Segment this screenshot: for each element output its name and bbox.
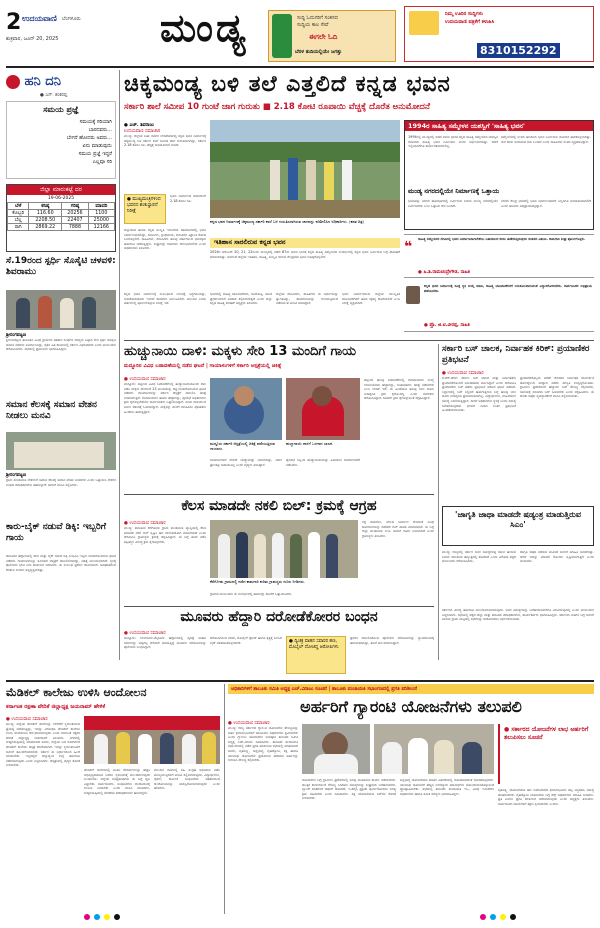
left-story2-photo	[6, 432, 116, 470]
masthead-rule	[6, 66, 594, 68]
ad-badge-icon	[409, 11, 439, 35]
main-headline: ಚಿಕ್ಕಮಂಡ್ಯ ಬಳಿ ತಲೆ ಎತ್ತಲಿದೆ ಕನ್ನಡ ಭವನ	[124, 72, 451, 97]
market-date: 19-06-2025	[47, 196, 75, 201]
quote-1-name: ● ಹಿ.ಶಿ.ರಾಮಚಂದ್ರೇಗೌಡ, ಸಾಹಿತಿ	[418, 270, 471, 275]
main-body-a: ಮಂಡ್ಯ: ಜಿಲ್ಲೆಯ ಬಹು ದಿನಗಳ ಬೇಡಿಕೆಯಾಗಿದ್ದ ಕನ್ನಡ ಭವನ ನಿರ್ಮಾಣಕ್ಕೆ ಚಿಕ್ಕಮಂಡ್ಯ ಬಳಿ ಸರ್ಕಾರಿ ಶಾಲೆ ಸಮೀಪ ಜಾಗ ಗುರುತಿಸಲಾಗಿದ್ದು, ಸರ್ಕಾರ 2.18 ಕೋಟಿ ರೂ. ವೆಚ್ಚಕ್ಕೆ ಅನುಮೋದನೆ ನೀಡಿದೆ.	[124, 134, 206, 148]
column-brand-byline: ● ಎನ್. ಶಂಕರಪ್ಪ	[40, 93, 68, 98]
bottom-right-body-d: ಗೃಹಲಕ್ಷ್ಮಿ ಯೋಜನೆಯಡಿ ಹಣ ಜಮೆಯಾಗದ ಫಲಾನುಭವಿಗಳ ಪಟ್ಟಿ ಸಿದ್ಧಪಡಿಸಿ ಸಮಸ್ಯೆ ಪರಿಹರಿಸಬೇಕು. ಗೃಹಜ್ಯೋತಿ ಯೋಜನೆಯ ಬಗ್ಗೆ ಸೆಸ್ಕ್ ಅಧಿಕಾರಿಗಳು ಮಾಹಿತಿ ನೀಡಿದರು. ಪ್ರತಿ ತಿಂಗಳು ಪ್ರಗತಿ ಪರಿಶೀಲನೆ ನಡೆಸಲಾಗುವುದು ಎಂದು ಅಧ್ಯಕ್ಷರು ತಿಳಿಸಿದರು. ಸಾರ್ವಜನಿಕರ ದೂರುಗಳಿಗೆ ತಕ್ಷಣ ಸ್ಪಂದಿಸಬೇಕು ಎಂದರು.	[498, 788, 594, 806]
bill-body-a: ಮಂಡ್ಯ: ತಾಲೂಕಿನ ಕೆರೆಗೋಡು ಗ್ರಾಮ ಪಂಚಾಯಿತಿ ವ್ಯಾಪ್ತಿಯಲ್ಲಿ ಕೆಲಸ ಮಾಡದೇ ನಕಲಿ ಬಿಲ್ ಸೃಷ್ಟಿಸಿ ಹಣ ದುರುಪಯೋಗ ಮಾಡಲಾಗಿದೆ ಎಂದು ಆರೋಪಿಸಿ ಗ್ರಾಮಸ್ಥರು ಕ್ರಮಕ್ಕೆ ಆಗ್ರಹಿಸಿದ್ದಾರೆ. ಈ ಬಗ್ಗೆ ತನಿಖೆ ನಡೆಸಿ ತಪ್ಪಿತಸ್ಥರ ವಿರುದ್ಧ ಕ್ರಮ ಕೈಗೊಳ್ಳಬೇಕು.	[124, 526, 206, 544]
registration-mark-icon	[104, 914, 110, 920]
market-header: ಮಾದರಿ	[88, 203, 114, 210]
section-rule	[124, 606, 434, 607]
poem-line: ಏನು ಮಾಡುವುದು	[82, 143, 112, 149]
market-cell: ರಾಗಿ	[8, 224, 29, 231]
main-sub-section-body: 2024ರ ಡಿಸೆಂಬರ್ 20, 21, 22ರಂದು ಮಂಡ್ಯದಲ್ಲಿ ನಡೆದ 87ನೇ ಅಖಿಲ ಭಾರತ ಕನ್ನಡ ಸಾಹಿತ್ಯ ಸಮ್ಮೇಳನದ ಸಂದರ್ಭದಲ್ಲಿ ಕನ್ನಡ ಭವನ ನಿರ್ಮಿಸುವ ಬಗ್ಗೆ ಘೋಷಣೆ ಮಾಡಲಾಗಿತ್ತು. ಅದರಂತೆ ಜಿಲ್ಲೆಯ ಇತಿಹಾಸ, ಸಾಹಿತ್ಯ, ಸಂಸ್ಕೃತಿ ಸಾರುವ ಕೇಂದ್ರವಾಗಿ ಭವನ ರೂಪುಗೊಳ್ಳಲಿದೆ.	[210, 250, 400, 259]
market-cell: 22407	[62, 217, 88, 224]
phone-graphic-icon	[272, 14, 292, 58]
pledge-body-c: ಸರ್ಕಾರದ ವಿರುದ್ಧ ಹೋರಾಟ ಮುಂದುವರಿಸಲಾಗುವುದು. ಜನರ ಸಮಸ್ಯೆಗಳನ್ನು ಬಗೆಹರಿಸುವವರೆಗೂ ವಿರಮಿಸುವುದಿಲ್ಲ ಎಂದು ಮುಖಂಡರು ಎಚ್ಚರಿಸಿದರು. ಸಭೆಯಲ್ಲಿ ಪಕ್ಷದ ಜಿಲ್ಲಾ ಮತ್ತು ತಾಲೂಕು ಪದಾಧಿಕಾರಿಗಳು, ಕಾರ್ಯಕರ್ತರು ಭಾಗವಹಿಸಿದ್ದರು. ಸರ್ಕಾರದ ನೀತಿಗಳ ಬಗ್ಗೆ ಜನರಿಗೆ ತಿಳಿಸಲು ಗ್ರಾಮ ಮಟ್ಟದಲ್ಲಿ ಸಭೆಗಳನ್ನು ಆಯೋಜಿಸಲು ನಿರ್ಧರಿಸಲಾಯಿತು.	[442, 608, 594, 622]
bottom-left-subhead: ಕರ್ನಾಟಕ ರಕ್ಷಣಾ ವೇದಿಕೆ ಜಿಲ್ಲಾಧ್ಯಕ್ಷ ಜಯರಾಮ್ ಹೇಳಿಕೆ	[6, 704, 106, 710]
registration-mark-icon	[480, 914, 486, 920]
market-cell: ಬೆಲ್ಲ	[8, 217, 29, 224]
bill-body-c: ಗ್ರಾಮದ ಮುಖಂಡರು ಈ ಸಂದರ್ಭದಲ್ಲಿ ಹಾಜರಿದ್ದು ತನಿಖೆಗೆ ಒತ್ತಾಯಿಸಿದರು.	[210, 592, 293, 596]
edition-title: ಮಂಡ್ಯ	[160, 6, 249, 50]
registration-mark-icon	[510, 914, 516, 920]
dog-photo-2	[286, 378, 360, 440]
dog-subhead: ಮದ್ದೂರಿನ ವಿವಿಧ ಬಡಾವಣೆಯಲ್ಲಿ ನಡೆದ ಘಟನೆ | ಗಾಯಾಳುಗಳಿಗೆ ಸರ್ಕಾರಿ ಆಸ್ಪತ್ರೆಯಲ್ಲಿ ಚಿಕಿತ್ಸೆ	[124, 363, 282, 369]
quote-block-1	[404, 234, 594, 278]
dog-caption-2: ಹುಚ್ಚುನಾಯಿ ದಾಳಿಗೆ ಒಳಗಾದ ಬಾಲಕ.	[286, 441, 334, 446]
bottom-right-body-b: ಯೋಜನೆಗಳ ಬಗ್ಗೆ ಗ್ರಾಮೀಣ ಪ್ರದೇಶಗಳಲ್ಲಿ ಅರಿವು ಮೂಡಿಸುವ ಕಾರ್ಯ ನಡೆಯಬೇಕು. ತಾಂತ್ರಿಕ ಕಾರಣಗಳಿಂದ ಸೌಲಭ್ಯ ಸಿಗದವರ ಸಮಸ್ಯೆಗಳನ್ನು ಶೀಘ್ರವಾಗಿ ಬಗೆಹರಿಸಬೇಕು. ಬ್ಯಾಂಕ್ ಖಾತೆಗಳಿಗೆ ಆಧಾರ್ ಜೋಡಣೆ, ಇ-ಕೆವೈಸಿ ಪ್ರಕ್ರಿಯೆ ಪೂರ್ಣಗೊಳಿಸಲು ಅಗತ್ಯ ಕ್ರಮ ವಹಿಸಬೇಕು ಎಂದು ಸೂಚಿಸಿದರು. ಶಕ್ತಿ ಯೋಜನೆಯಡಿ ಬಸ್‌ಗಳ ಕೊರತೆ ನೀಗಿಸಬೇಕು.	[302, 778, 396, 801]
robbery-dateline: ● ಉದಯವಾಣಿ ಸಮಾಚಾರ	[124, 631, 166, 636]
market-header: ಗರಿಷ್ಠ	[62, 203, 88, 210]
main-dateline: ಉದಯವಾಣಿ ಸಮಾಚಾರ	[124, 129, 161, 134]
paper-name: ಉದಯವಾಣಿ	[22, 14, 57, 23]
robbery-body-c: ಪ್ರಕರಣ ದಾಖಲಿಸಿಕೊಂಡ ಪೊಲೀಸರು ಆರೋಪಿಗಳನ್ನು ನ್ಯಾಯಾಲಯಕ್ಕೆ ಹಾಜರುಪಡಿಸಿದ್ದು, ತನಿಖೆ ಮುಂದುವರಿಸಿದ್ದಾರೆ.	[350, 636, 434, 645]
bottom-left-headline: ಮೆಡಿಕಲ್ ಕಾಲೇಜು ಉಳಿಸಿ ಆಂದೋಲನ	[6, 686, 147, 699]
bottom-left-body-c: ಮುಂದಿನ ದಿನಗಳಲ್ಲಿ ಸಹಿ ಸಂಗ್ರಹ ಅಭಿಯಾನ ನಡೆಸಿ ಮುಖ್ಯಮಂತ್ರಿಗಳಿಗೆ ಮನವಿ ಸಲ್ಲಿಸಲಾಗುವುದು. ವಿದ್ಯಾರ್ಥಿಗಳು, ರೈತರು, ಕಾರ್ಮಿಕ ಸಂಘಟನೆಗಳ ಸಹಕಾರದಿಂದ ಆಂದೋಲನವನ್ನು ಯಶಸ್ವಿಗೊಳಿಸಲಾಗುವುದು ಎಂದು ಹೇಳಿದರು.	[154, 768, 220, 791]
ad-phone-number: 8310152292	[477, 43, 560, 58]
page-number: 2	[6, 10, 22, 35]
left-story1-headline: ಸೆ.19ರಂದ ಸ್ಪರ್ಧಿ ಸೊಸೈಟಿ ಚಳವಳಿ: ಶಿವರಾಮು	[6, 256, 116, 277]
brand-drop-icon	[6, 75, 20, 89]
registration-mark-icon	[114, 914, 120, 920]
right-box-body-a: 1994ರಲ್ಲಿ ಮಂಡ್ಯದಲ್ಲಿ ನಡೆದ ಅಖಿಲ ಭಾರತ ಕನ್ನಡ ಸಾಹಿತ್ಯ ಸಮ್ಮೇಳನದ ಯಶಸ್ಸಿನ ನೆನಪಿಗಾಗಿ ಸಾಹಿತ್ಯ ಭವನ ನಿರ್ಮಿಸಲು ಅಂದು ನಿರ್ಧರಿಸಲಾಗಿತ್ತು. ಆದರೆ ಇಲ್ಲಿಯವರೆಗೂ ಕಾರ್ಯಗತವಾಗಿರಲಿಲ್ಲ.	[408, 135, 498, 149]
main-body-e: ಭವನದಲ್ಲಿ ಸಾಹಿತ್ಯ ಚಟುವಟಿಕೆಗಳು, ಕವಿಗೋಷ್ಠಿ, ನಾಟಕ ಪ್ರದರ್ಶನಗಳಿಗೆ ಅವಕಾಶ ಕಲ್ಪಿಸಲಾಗುತ್ತದೆ ಎಂದು ಜಿಲ್ಲಾ ಕನ್ನಡ ಸಾಹಿತ್ಯ ಪರಿಷತ್ ಅಧ್ಯಕ್ಷರು ತಿಳಿಸಿದರು.	[210, 292, 272, 306]
right-box-headline: 1994ರ ಸಾಹಿತ್ಯ ಸಮ್ಮೇಳನ ಯಶಸ್ವಿಗೆ 'ಸಾಹಿತ್ಯ ಭವನ'	[405, 121, 593, 131]
main-subhead: ಸರ್ಕಾರಿ ಶಾಲೆ ಸಮೀಪ 10 ಗುಂಟೆ ಜಾಗ ಗುರುತು ■ 2.18 ಕೋಟಿ ರೂಪಾಯಿ ವೆಚ್ಚಕ್ಕೆ ದೊರೆತ ಅನುಮೋದನೆ	[124, 102, 430, 112]
bill-caption: ಕೆರೆಗೋಡು ಗ್ರಾಮದಲ್ಲಿ ನಡೆದ ಕಾಮಗಾರಿ ಕುರಿತು ಗ್ರಾಮಸ್ಥರು ದೂರು ನೀಡಿದರು.	[210, 579, 305, 584]
pledge-body-b: ಜಾಗೃತಿ ಜಾಥಾ ನಡೆಸುವ ಮೂಲಕ ಜನರಿಗೆ ಮಾಹಿತಿ ನೀಡಬೇಕಿತ್ತು. ಆದರೆ ಅದನ್ನು ಮಾಡದೆ ಗೊಂದಲ ಸೃಷ್ಟಿಸಲಾಗುತ್ತಿದೆ ಎಂದು ಟೀಕಿಸಿದರು.	[520, 550, 594, 564]
section-rule	[124, 494, 434, 495]
registration-mark-icon	[490, 914, 496, 920]
main-body-d: ಕನ್ನಡ ಭವನ ನಿರ್ಮಾಣಕ್ಕೆ ಸಂಬಂಧಿಸಿದ ನೀಲನಕ್ಷೆ ಸಿದ್ಧಗೊಂಡಿದ್ದು, ಲೋಕೋಪಯೋಗಿ ಇಲಾಖೆ ಕಾಮಗಾರಿ ನಿರ್ವಹಿಸಲಿದೆ. ಮುಂದಿನ ಎರಡು ವರ್ಷಗಳಲ್ಲಿ ಪೂರ್ಣಗೊಳ್ಳುವ ನಿರೀಕ್ಷೆ ಇದೆ.	[124, 292, 206, 306]
dog-body-c: ಪುರಸಭೆ ಸಿಬ್ಬಂದಿ ಹುಚ್ಚುನಾಯಿಯನ್ನು ಹಿಡಿಯಲು ಕಾರ್ಯಾಚರಣೆ ನಡೆಸಿದರು.	[286, 458, 360, 467]
table-row	[8, 217, 115, 224]
dog-dateline: ● ಉದಯವಾಣಿ ಸಮಾಚಾರ	[124, 377, 166, 382]
right-box	[404, 120, 594, 230]
market-cell: 116.60	[29, 210, 62, 217]
quote-mark-icon: ❝	[404, 239, 413, 255]
column-brand	[6, 74, 116, 89]
bottom-right-headline: ಅರ್ಹರಿಗೆ ಗ್ಯಾರಂಟಿ ಯೋಜನೆಗಳು ತಲುಪಲಿ	[300, 697, 522, 716]
bottom-right-body-c: ಅನ್ನಭಾಗ್ಯ ಯೋಜನೆಯಡಿ ಪಡಿತರ ವಿತರಣೆಯಲ್ಲಿ ಲೋಪವಾಗದಂತೆ ನೋಡಿಕೊಳ್ಳಬೇಕು. ಯುವನಿಧಿ ಯೋಜನೆಗೆ ಹೆಚ್ಚಿನ ನಿರುದ್ಯೋಗಿ ಪದವೀಧರರು ನೋಂದಾಯಿಸಿಕೊಳ್ಳುವಂತೆ ಪ್ರೋತ್ಸಾಹಿಸಬೇಕು. ಸಭೆಯಲ್ಲಿ ತಾಲೂಕು ಪಂಚಾಯಿತಿ ಇಒ, ವಿವಿಧ ಇಲಾಖೆಗಳ ಅಧಿಕಾರಿಗಳು ಹಾಗೂ ಸಮಿತಿ ಸದಸ್ಯರು ಭಾಗವಹಿಸಿದ್ದರು.	[400, 778, 494, 796]
bottom-left-photo	[84, 716, 220, 764]
quote-block-2	[404, 282, 594, 332]
ad-left-line3: ಈಗಲೇ ಓದಿ	[309, 33, 338, 41]
poem-line: ಸಮಯಕ್ಕೆ ಸರಿಯಾಗಿ	[79, 119, 112, 125]
ad-left-line2: ಸುದ್ದಿಯ ಕಾಲ ಸೇವೆ	[297, 22, 329, 28]
market-cell: ಕೊಬ್ಬರಿ	[8, 210, 29, 217]
right-box-subhead: ಮಂಡ್ಯ ನಗರದಲ್ಲಿಯೇ ನಿರ್ಮಾಣಕ್ಕೆ ಒತ್ತಾಯ	[408, 187, 500, 195]
table-row	[8, 224, 115, 231]
edition-label: ಬೆಂಗಳೂರು	[62, 16, 81, 22]
main-body-f: ಜಿಲ್ಲೆಯ ಕಲಾವಿದರು, ಸಾಹಿತಿಗಳು ಈ ನಿರ್ಧಾರವನ್ನು ಸ್ವಾಗತಿಸಿದ್ದು, ಕಾಮಗಾರಿಯನ್ನು ಗುಣಮಟ್ಟದಿಂದ ನಡೆಸುವಂತೆ ಮನವಿ ಮಾಡಿದ್ದಾರೆ.	[276, 292, 338, 306]
main-body-b: ಭವನ ನಿರ್ಮಾಣದ ಕಾಮಗಾರಿಗೆ 2.18 ಕೋಟಿ ರೂ.	[170, 194, 206, 203]
column-divider	[438, 344, 439, 660]
main-body-g: ಭವನ ನಿರ್ಮಾಣದಿಂದ ಜಿಲ್ಲೆಯ ಸಾಂಸ್ಕೃತಿಕ ಚಟುವಟಿಕೆಗಳಿಗೆ ಹೊಸ ಚೈತನ್ಯ ದೊರೆಯಲಿದೆ ಎಂಬ ನಿರೀಕ್ಷೆ ವ್ಯಕ್ತವಾಗಿದೆ.	[342, 292, 400, 306]
left-story1-place: ಶ್ರೀರಂಗಪಟ್ಟಣ	[6, 333, 27, 338]
poem-line: ಬಾರದವರು...	[88, 127, 112, 133]
market-header: ಬೆಳೆ	[8, 203, 29, 210]
market-table	[7, 202, 115, 231]
market-header: ಕನಿಷ್ಠ	[29, 203, 62, 210]
registration-mark-icon	[500, 914, 506, 920]
pledge-box	[442, 506, 594, 546]
market-cell: 2869.22	[29, 224, 62, 231]
robbery-body-a: ಮದ್ದೂರು: ಬೆಂಗಳೂರು-ಮೈಸೂರು ಹೆದ್ದಾರಿಯಲ್ಲಿ ದ್ವಿಚಕ್ರ ವಾಹನ ಸವಾರರನ್ನು ಅಡ್ಡಗಟ್ಟಿ ದರೋಡೆ ಮಾಡುತ್ತಿದ್ದ ಮೂವರು ಆರೋಪಿಗಳನ್ನು ಪೊಲೀಸರು ಬಂಧಿಸಿದ್ದಾರೆ.	[124, 636, 206, 650]
bottom-right-photo-1	[302, 724, 370, 774]
robbery-highlight-box: ● ದ್ವಿಚಕ್ರ ವಾಹನ ಸವಾರರ ಹಣ, ಮೊಬೈಲ್ ದೋಚಿದ್ದ ಆರೋಪಿಗಳು	[286, 636, 346, 674]
main-sub-section-title: ಇತಿಹಾಸ ಸಾರಲಿರುವ ಕನ್ನಡ ಭವನ	[210, 238, 400, 248]
left-story3-headline: ಕಾರು-ಬೈಕ್ ನಡುವೆ ಡಿಕ್ಕಿ: ಇಬ್ಬರಿಗೆ ಗಾಯ	[6, 522, 106, 543]
left-story2-headline: ಸಮಾನ ಕೆಲಸಕ್ಕೆ ಸಮಾನ ವೇತನ ನೀಡಲು ಮನವಿ	[6, 400, 97, 421]
date-line: ಶುಕ್ರವಾರ, ಜೂನ್ 20, 2025	[6, 36, 59, 42]
bottom-left-body-a: ಮಂಡ್ಯ: ಜಿಲ್ಲೆಯ ಮೆಡಿಕಲ್ ಕಾಲೇಜನ್ನು ಬೇರೆಡೆಗೆ ಸ್ಥಳಾಂತರಿಸುವ ಪ್ರಯತ್ನ ನಡೆಯುತ್ತಿದ್ದು, ಇದನ್ನು ವಿರೋಧಿಸಿ ಮೆಡಿಕಲ್ ಕಾಲೇಜು ಉಳಿಸಿ ಆಂದೋಲನ ಆರಂಭಿಸಲಾಗುವುದು ಎಂದು ಕರ್ನಾಟಕ ರಕ್ಷಣಾ ವೇದಿಕೆ ಜಿಲ್ಲಾಧ್ಯಕ್ಷ ಜಯರಾಮ್ ತಿಳಿಸಿದರು. ನಗರದಲ್ಲಿ ಸುದ್ದಿಗೋಷ್ಠಿಯಲ್ಲಿ ಮಾತನಾಡಿದ ಅವರು, ಜಿಲ್ಲೆಯ ಬಡ ರೋಗಿಗಳಿಗೆ ಮೆಡಿಕಲ್ ಕಾಲೇಜು ಆಸ್ಪತ್ರೆ ಆಸರೆಯಾಗಿದೆ. ಇದನ್ನು ಸ್ಥಳಾಂತರಿಸಿದರೆ ಜನರಿಗೆ ತೊಂದರೆಯಾಗಲಿದೆ. ಸರ್ಕಾರ ಈ ನಿರ್ಧಾರದಿಂದ ಹಿಂದೆ ಸರಿಯಬೇಕು. ಇಲ್ಲದಿದ್ದರೆ ಜಿಲ್ಲಾದ್ಯಂತ ಉಗ್ರ ಹೋರಾಟ ನಡೆಸಲಾಗುವುದು ಎಂದು ಎಚ್ಚರಿಸಿದರು. ಆಸ್ಪತ್ರೆಯಲ್ಲಿ ವೈದ್ಯರ ಕೊರತೆ ನೀಗಿಸಬೇಕು.	[6, 722, 80, 768]
bill-dateline: ● ಉದಯವಾಣಿ ಸಮಾಚಾರ	[124, 521, 166, 526]
right-box-body-b: ಸಮ್ಮೇಳನದಲ್ಲಿ ಉಳಿದ ಹಣದಿಂದ ಭವನ ನಿರ್ಮಿಸುವ ಯೋಜನೆ ಹಾಕಿಕೊಳ್ಳಲಾಗಿತ್ತು. ಈಗ ಕನಸು ನನಸಾಗುವ ಕಾಲ ಬಂದಿದೆ ಎಂದು ಸಾಹಿತಿಗಳು ಸಂತಸ ವ್ಯಕ್ತಪಡಿಸಿದ್ದಾರೆ.	[501, 135, 591, 144]
ad-left-line1: ಸುದ್ದಿ ಓದುಗರಿಗೆ ಸಂತಸದ	[297, 15, 338, 21]
ad-left-line4: ಬೆರಳ ತುದಿಯಲ್ಲಿಯೇ ಜಗತ್ತು	[295, 49, 342, 55]
dog-headline: ಹುಚ್ಚುನಾಯಿ ದಾಳಿ: ಮಕ್ಕಳು ಸೇರಿ 13 ಮಂದಿಗೆ ಗಾಯ	[124, 344, 357, 359]
poem-line: ಎಲ್ಲವೂ ಸರಿ	[92, 159, 112, 165]
left-story2-place: ಶ್ರೀರಂಗಪಟ್ಟಣ	[6, 473, 27, 478]
poem-line: ಸಮಯ ಪ್ರಜ್ಞೆ ಇದ್ದರೆ	[78, 151, 112, 157]
bottom-left-dateline: ● ಉದಯವಾಣಿ ಸಮಾಚಾರ	[6, 717, 48, 722]
main-body-c: ಜಿಲ್ಲಾಡಳಿತ ಹಾಗೂ ಕನ್ನಡ ಸಂಸ್ಕೃತಿ ಇಲಾಖೆಯ ಸಹಯೋಗದಲ್ಲಿ ಭವನ ನಿರ್ಮಾಣವಾಗಲಿದ್ದು, ಸಭಾಂಗಣ, ಗ್ರಂಥಾಲಯ, ಕಲಾವಿದರ ವಿಶ್ರಾಂತಿ ಕೊಠಡಿ ಒಳಗೊಳ್ಳಲಿದೆ. ಸಾಹಿತಿಗಳು, ಕಲಾವಿದರು ಹಲವು ವರ್ಷಗಳಿಂದ ಭವನಕ್ಕಾಗಿ ಹೋರಾಟ ನಡೆಸುತ್ತಿದ್ದರು. ಶೀಘ್ರದಲ್ಲೇ ಕಾಮಗಾರಿ ಆರಂಭವಾಗಲಿದೆ ಎಂದು ಅಧಿಕಾರಿಗಳು ತಿಳಿಸಿದರು.	[124, 228, 206, 251]
robbery-headline: ಮೂವರು ಹೆದ್ದಾರಿ ದರೋಡೆಕೋರರ ಬಂಧನ	[180, 609, 378, 625]
quote-2-name: ● ಪ್ರೊ. ಜಿ.ಟಿ.ವೀರಪ್ಪ, ಸಾಹಿತಿ	[424, 323, 470, 328]
quote-1-text: ಸಾಹಿತ್ಯ ಸಮ್ಮೇಳನದ ನೆನಪಿನಲ್ಲಿ ಭವನ ನಿರ್ಮಾಣವಾಗಬೇಕೆಂಬ ಬಹುಕಾಲದ ಕನಸು ಈಡೇರುತ್ತಿರುವುದು ಸಂತಸದ ವಿಷಯ. ಕಾಮಗಾರಿ ಶೀಘ್ರ ಪೂರ್ಣಗೊಳ್ಳಲಿ.	[418, 237, 586, 241]
bus-body-a: ಕೆ.ಆರ್.ಪೇಟೆ: ಸರ್ಕಾರಿ ಬಸ್ ಚಾಲಕ ಮತ್ತು ನಿರ್ವಾಹಕರು ಪ್ರಯಾಣಿಕರೊಂದಿಗೆ ಅನುಚಿತವಾಗಿ ವರ್ತಿಸಿದ್ದಾರೆ ಎಂದು ಆರೋಪಿಸಿ ಪ್ರಯಾಣಿಕರು ಬಸ್ ತಡೆದು ಪ್ರತಿಭಟನೆ ನಡೆಸಿದ ಘಟನೆ ನಡೆದಿದೆ. ನಿಲ್ದಾಣದಲ್ಲಿ ಬಸ್ ನಿಲ್ಲಿಸದೆ ಹೋಗುತ್ತಿರುವ ಬಗ್ಗೆ ಹಲವು ಬಾರಿ ದೂರು ನೀಡಿದ್ದರೂ ಪ್ರಯೋಜನವಾಗಿಲ್ಲ. ವಿದ್ಯಾರ್ಥಿಗಳು, ಮಹಿಳೆಯರು ಸಮಸ್ಯೆ ಎದುರಿಸುತ್ತಿದ್ದಾರೆ. ಸಾರಿಗೆ ಅಧಿಕಾರಿಗಳು ಸ್ಥಳಕ್ಕೆ ಬಂದು ಸಮಸ್ಯೆ ಬಗೆಹರಿಸುವುದಾಗಿ ಭರವಸೆ ನೀಡಿದ ನಂತರ ಪ್ರತಿಭಟನೆ ಹಿಂಪಡೆಯಲಾಯಿತು.	[442, 376, 516, 413]
column-divider	[224, 684, 225, 914]
registration-mark-icon	[84, 914, 90, 920]
poem-line: ಬೇಗನೆ ಹೋದರು ಅವರು...	[66, 135, 112, 141]
quote-2-text: ಕನ್ನಡ ಭವನ ನಿರ್ಮಾಣಕ್ಕೆ ಸೂಕ್ತ ಸ್ಥಳ ಆಯ್ಕೆ ಮಾಡಿ, ಸಾಹಿತ್ಯ ಚಟುವಟಿಕೆಗಳಿಗೆ ಅನುಕೂಲವಾಗುವಂತೆ ವಿನ್ಯಾಸಗೊಳಿಸಬೇಕು. ಸಾರ್ವಜನಿಕರ ಅಭಿಪ್ರಾಯ ಪಡೆಯಬೇಕು.	[424, 284, 592, 293]
dog-photo-1	[210, 378, 282, 440]
main-byline: ● ಎಚ್. ಶಿವರಾಜು	[124, 123, 154, 128]
bottom-right-body-a: ಮಂಡ್ಯ: ರಾಜ್ಯ ಸರ್ಕಾರದ ಗ್ಯಾರಂಟಿ ಯೋಜನೆಗಳ ಸೌಲಭ್ಯವನ್ನು ಅರ್ಹ ಫಲಾನುಭವಿಗಳಿಗೆ ತಲುಪಿಸಲು ಅಧಿಕಾರಿಗಳು ಶ್ರಮಿಸಬೇಕು ಎಂದು ಗ್ಯಾರಂಟಿ ಯೋಜನೆಗಳ ಅನುಷ್ಠಾನ ತಾಲೂಕು ಸಮಿತಿ ಅಧ್ಯಕ್ಷ ಎಚ್.ವಿರಾಜು ಸೂಚಿಸಿದರು. ತಾಲೂಕು ಪಂಚಾಯಿತಿ ಸಭಾಂಗಣದಲ್ಲಿ ನಡೆದ ಪ್ರಗತಿ ಪರಿಶೀಲನಾ ಸಭೆಯಲ್ಲಿ ಮಾತನಾಡಿದ ಅವರು, ಗೃಹಲಕ್ಷ್ಮಿ, ಅನ್ನಭಾಗ್ಯ, ಗೃಹಜ್ಯೋತಿ, ಶಕ್ತಿ ಹಾಗೂ ಯುವನಿಧಿ ಯೋಜನೆಗಳ ಪ್ರಯೋಜನ ಪಡೆಯದ ಅರ್ಹರನ್ನು ಗುರುತಿಸಿ ಸೌಲಭ್ಯ ಕಲ್ಪಿಸಬೇಕು.	[228, 726, 298, 763]
bill-body-b: ರಸ್ತೆ ಕಾಮಗಾರಿ, ಚರಂಡಿ ನಿರ್ಮಾಣ ಸೇರಿದಂತೆ ವಿವಿಧ ಕಾಮಗಾರಿಗಳನ್ನು ನಡೆಸದೇ ಬಿಲ್ ಪಾವತಿ ಮಾಡಲಾಗಿದೆ. ಈ ಬಗ್ಗೆ ಜಿಲ್ಲಾ ಪಂಚಾಯಿತಿ ಸಿಇಒ ಅವರಿಗೆ ದೂರು ನೀಡಲಾಗಿದೆ ಎಂದು ಗ್ರಾಮಸ್ಥರು ತಿಳಿಸಿದರು.	[362, 520, 434, 538]
registration-mark-icon	[94, 914, 100, 920]
masthead-ad-right	[404, 6, 594, 62]
bus-dateline: ● ಉದಯವಾಣಿ ಸಮಾಚಾರ	[442, 371, 484, 376]
bottom-right-dateline: ● ಉದಯವಾಣಿ ಸಮಾಚಾರ	[228, 721, 270, 726]
left-story3-body: ತಾಲೂಕಿನ ಹೆದ್ದಾರಿಯಲ್ಲಿ ಕಾರು ಮತ್ತು ಬೈಕ್ ನಡುವೆ ಡಿಕ್ಕಿ ಸಂಭವಿಸಿ ಇಬ್ಬರು ಗಾಯಗೊಂಡಿರುವ ಘಟನೆ ನಡೆದಿದೆ. ಗಾಯಾಳುಗಳನ್ನು ಸಮೀಪದ ಆಸ್ಪತ್ರೆಗೆ ದಾಖಲಿಸಲಾಗಿದ್ದು, ಚಿಕಿತ್ಸೆ ಮುಂದುವರಿದಿದೆ. ಸ್ಥಳಕ್ಕೆ ಪೊಲೀಸರು ಭೇಟಿ ನೀಡಿ ಪರಿಶೀಲನೆ ನಡೆಸಿದರು. ಈ ಸಂಬಂಧ ಪ್ರಕರಣ ದಾಖಲಾಗಿದೆ. ಅಪಘಾತದಿಂದ ಕೆಲಕಾಲ ಸಂಚಾರ ಅಸ್ತವ್ಯಸ್ತವಾಗಿತ್ತು.	[6, 554, 116, 572]
market-cell: 12166	[88, 224, 114, 231]
table-row	[8, 210, 115, 217]
masthead-ad-left	[268, 10, 396, 62]
main-story-photo	[210, 120, 400, 218]
dog-body-a: ಮದ್ದೂರು: ಪಟ್ಟಣದ ವಿವಿಧ ಬಡಾವಣೆಗಳಲ್ಲಿ ಹುಚ್ಚುನಾಯಿಯೊಂದು ದಾಳಿ ನಡೆಸಿ ಮಕ್ಕಳು ಸೇರಿದಂತೆ 13 ಮಂದಿಯನ್ನು ಕಚ್ಚಿ ಗಾಯಗೊಳಿಸಿರುವ ಘಟನೆ ನಡೆದಿದೆ. ಗಾಯಾಳುಗಳನ್ನು ಸರ್ಕಾರಿ ಆಸ್ಪತ್ರೆಗೆ ದಾಖಲಿಸಿ ಚಿಕಿತ್ಸೆ ನೀಡಲಾಗುತ್ತಿದೆ. ಬೀದಿನಾಯಿಗಳ ಹಾವಳಿ ಹೆಚ್ಚಾಗಿದ್ದು, ಪುರಸಭೆ ಅಧಿಕಾರಿಗಳು ಕ್ರಮ ಕೈಗೊಳ್ಳಬೇಕೆಂದು ಸಾರ್ವಜನಿಕರು ಒತ್ತಾಯಿಸಿದ್ದಾರೆ. ನಾಯಿ ದಾಳಿಯಿಂದ ಜನರು ಆತಂಕಕ್ಕೆ ಒಳಗಾಗಿದ್ದಾರೆ. ಮಕ್ಕಳನ್ನು ಶಾಲೆಗೆ ಕಳುಹಿಸಲು ಪೋಷಕರು ಹಿಂದೇಟು ಹಾಕುತ್ತಿದ್ದಾರೆ.	[124, 382, 206, 414]
section-rule-thick	[6, 680, 594, 682]
ad-right-line2: ಉದಯವಾಣಿ ಪತ್ರಿಕೆಗೆ ಕಳುಹಿಸಿ	[445, 19, 495, 25]
market-cell: 25000	[88, 217, 114, 224]
market-title: ಜಿಲ್ಲಾ ಮಾರುಕಟ್ಟೆ ದರ	[7, 185, 115, 195]
bottom-left-body-b: ಮೆಡಿಕಲ್ ಕಾಲೇಜಿನಲ್ಲಿ ಮೂಲ ಸೌಕರ್ಯಗಳನ್ನು ಹೆಚ್ಚಿಸಿ ಅಭಿವೃದ್ಧಿಪಡಿಸುವ ಬದಲು ಸ್ಥಳಾಂತರಕ್ಕೆ ಮುಂದಾಗಿರುವುದು ಖಂಡನೀಯ. ಜಿಲ್ಲೆಯ ಜನಪ್ರತಿನಿಧಿಗಳು ಈ ಬಗ್ಗೆ ಧ್ವನಿ ಎತ್ತಬೇಕು. ಸಾರ್ವಜನಿಕರು, ಸಂಘಟನೆಗಳು ಆಂದೋಲನಕ್ಕೆ ಬೆಂಬಲ ನೀಡಬೇಕು ಎಂದು ಮನವಿ ಮಾಡಿದರು. ಸುದ್ದಿಗೋಷ್ಠಿಯಲ್ಲಿ ವೇದಿಕೆಯ ಪದಾಧಿಕಾರಿಗಳು ಹಾಜರಿದ್ದರು.	[84, 768, 150, 795]
poem-box	[6, 101, 116, 179]
pledge-body-a: ಮಂಡ್ಯ: ರಾಜ್ಯದಲ್ಲಿ ಸರ್ಕಾರ ಜನರ ಸಮಸ್ಯೆಗಳತ್ತ ಗಮನ ಹರಿಸುವ ಬದಲು ರಾಜಕೀಯ ಷಡ್ಯಂತ್ರದಲ್ಲಿ ತೊಡಗಿದೆ ಎಂದು ವಿರೋಧ ಪಕ್ಷದ ಮುಖಂಡರು ಆರೋಪಿಸಿದರು.	[442, 550, 516, 564]
bottom-right-side-box: ● ಸರ್ಕಾರದ ಯೋಜನೆಗಳ ಲಾಭ ಅರ್ಹರಿಗೆ ತಲುಪಿಸಲು ಸೂಚನೆ	[498, 724, 594, 784]
pledge-headline: 'ಜಾಗೃತಿ ಜಾಥಾ ಮಾಡದೇ ಷಡ್ಯಂತ್ರ ಮಾಡುತ್ತಿರುವ ಸಿಎಂ'	[455, 510, 581, 529]
bus-body-b: ಪ್ರಯಾಣಿಕರೊಬ್ಬರು ಟಿಕೆಟ್ ಕೇಳಿದಾಗ ನಿರ್ವಾಹಕ ದುರ್ವರ್ತನೆ ತೋರಿದ್ದರಿಂದ ವಾಗ್ವಾದ ನಡೆದು ಪರಿಸ್ಥಿತಿ ಉದ್ವಿಗ್ನಗೊಂಡಿತು. ಗ್ರಾಮೀಣ ಪ್ರದೇಶಗಳಿಗೆ ಹೆಚ್ಚುವರಿ ಬಸ್ ಸೌಲಭ್ಯ ಕಲ್ಪಿಸಬೇಕು, ಸಮಯಕ್ಕೆ ಸರಿಯಾಗಿ ಬಸ್ ಓಡಿಸಬೇಕು ಎಂದು ಆಗ್ರಹಿಸಿದರು. ಈ ಕುರಿತು ಡಿಪೋ ವ್ಯವಸ್ಥಾಪಕರಿಗೆ ಮನವಿ ಸಲ್ಲಿಸಲಾಯಿತು.	[520, 376, 594, 399]
market-cell: 7888	[62, 224, 88, 231]
poem-title: ಸಮಯ ಪ್ರಜ್ಞೆ	[43, 105, 79, 114]
main-photo-caption: ಕನ್ನಡ ಭವನ ನಿರ್ಮಾಣಕ್ಕೆ ಚಿಕ್ಕಮಂಡ್ಯ ಸರ್ಕಾರಿ ಶಾಲೆ ಬಳಿ ಗುರುತಿಸಲಾಗಿರುವ ಜಾಗವನ್ನು ಪರಿಶೀಲಿಸಿದ ಅಧಿಕಾರಿಗಳು. (ಕಡತ ಚಿತ್ರ)	[210, 219, 364, 224]
bottom-right-kicker: ಅಧಿಕಾರಿಗಳಿಗೆ ತಾಲೂಕು ಸಮಿತಿ ಅಧ್ಯಕ್ಷ ಎಚ್.ವಿರಾಜು ಸೂಚನೆ | ತಾಲೂಕು ಪಂಚಾಯಿತಿ ಸಭಾಂಗಣದಲ್ಲಿ ಪ್ರಗತಿ ಪರಿಶೀಲನೆ	[228, 684, 594, 694]
left-story2-body: ಗ್ರಾಮ ಪಂಚಾಯಿತಿ ನೌಕರರಿಗೆ ಸಮಾನ ಕೆಲಸಕ್ಕೆ ಸಮಾನ ವೇತನ ನೀಡಬೇಕು ಎಂದು ಒತ್ತಾಯಿಸಿ ನೌಕರರ ಸಂಘದ ಪದಾಧಿಕಾರಿಗಳು ತಹಶೀಲ್ದಾರ್ ಅವರಿಗೆ ಮನವಿ ಸಲ್ಲಿಸಿದರು.	[6, 478, 116, 487]
left-story1-body: ಶ್ರೀರಂಗಪಟ್ಟಣ ತಾಲೂಕಿನ ವಿವಿಧ ಗ್ರಾಮಗಳ ಸಹಕಾರ ಸಂಘಗಳ ಸದಸ್ಯರು ಒಟ್ಟಾಗಿ ಸೇರಿ ಸ್ಪರ್ಧಿ ಸೊಸೈಟಿ ಚಳವಳಿ ನಡೆಸಲು ತೀರ್ಮಾನಿಸಿದ್ದು, ರೈತರ ಹಿತ ಕಾಯುವಲ್ಲಿ ಸರ್ಕಾರ ವಿಫಲವಾಗಿದೆ ಎಂದು ಮುಖಂಡರು ಆರೋಪಿಸಿದರು. ಸಭೆಯಲ್ಲಿ ಪ್ರಮುಖರು ಭಾಗವಹಿಸಿದ್ದರು.	[6, 338, 116, 352]
avatar	[406, 286, 420, 304]
main-highlight-box: ● ಮುಖ್ಯಮಂತ್ರಿಗಳಿಂದ ಭವನದ ಶಂಕುಸ್ಥಾಪನೆ ನಿರೀಕ್ಷೆ	[124, 194, 166, 224]
dog-body-d: ಪಟ್ಟಣದ ಹಲವು ಬಡಾವಣೆಗಳಲ್ಲಿ ಬೀದಿನಾಯಿಗಳ ಸಂಖ್ಯೆ ಗಣನೀಯವಾಗಿ ಹೆಚ್ಚಾಗಿದ್ದು, ಸಂತಾನಹರಣ ಚಿಕಿತ್ಸೆ ನಡೆಸಬೇಕು ಎಂಬ ಬೇಡಿಕೆ ಇದೆ. ಈ ಹಿಂದೆಯೂ ಹಲವು ಬಾರಿ ದೂರು ನೀಡಿದ್ದರೂ ಕ್ರಮ ಕೈಗೊಂಡಿಲ್ಲ ಎಂದು ನಾಗರಿಕರು ಆರೋಪಿಸಿದ್ದಾರೆ. ಕೂಡಲೇ ಕ್ರಮ ಕೈಗೊಳ್ಳುವಂತೆ ಆಗ್ರಹಿಸಿದ್ದಾರೆ.	[364, 378, 434, 401]
bill-photo	[210, 520, 358, 578]
bill-headline: ಕೆಲಸ ಮಾಡದೇ ನಕಲಿ ಬಿಲ್: ಕ್ರಮಕ್ಕೆ ಆಗ್ರಹ	[181, 498, 377, 514]
right-box-body-d: ನಗರದ ಕೇಂದ್ರ ಭಾಗದಲ್ಲಿ ಭವನ ನಿರ್ಮಾಣವಾದರೆ ಎಲ್ಲರಿಗೂ ಅನುಕೂಲವಾಗಲಿದೆ ಎಂದು ಹಲವರು ಅಭಿಪ್ರಾಯಪಟ್ಟಿದ್ದಾರೆ.	[501, 199, 591, 208]
ad-right-line1: ನಿಮ್ಮ ಊರಿನ ಸುದ್ದಿಗಳು	[445, 11, 483, 17]
bottom-right-photo-2	[374, 724, 494, 774]
market-price-box	[6, 184, 116, 252]
left-story1-photo	[6, 290, 116, 330]
column-divider	[119, 70, 120, 660]
robbery-body-b: ಆರೋಪಿಗಳಿಂದ ನಗದು, ಮೊಬೈಲ್ ಫೋನ್ ಹಾಗೂ ಕೃತ್ಯಕ್ಕೆ ಬಳಸಿದ ಬೈಕ್ ವಶಪಡಿಸಿಕೊಳ್ಳಲಾಗಿದೆ.	[210, 636, 282, 645]
column-brand-label: ಹನಿ ದನಿ	[24, 74, 61, 89]
dog-caption-1: ಮದ್ದೂರು ಸರ್ಕಾರಿ ಆಸ್ಪತ್ರೆಯಲ್ಲಿ ಚಿಕಿತ್ಸೆ ಪಡೆಯುತ್ತಿರುವ ಗಾಯಾಳು.	[210, 441, 275, 451]
market-cell: 1100	[88, 210, 114, 217]
right-box-body-c: ಭವನವನ್ನು ನಗರದ ಹೊರಭಾಗದಲ್ಲಿ ನಿರ್ಮಿಸುವ ಬದಲು ಮಂಡ್ಯ ನಗರದಲ್ಲಿಯೇ ನಿರ್ಮಿಸಬೇಕು ಎಂಬ ಒತ್ತಾಯ ಕೇಳಿ ಬಂದಿದೆ.	[408, 199, 498, 208]
market-cell: 2208.50	[29, 217, 62, 224]
dog-body-b: ಗಾಯಾಳುಗಳಿಗೆ ರೇಬಿಸ್ ಚುಚ್ಚುಮದ್ದು ನೀಡಲಾಗಿದ್ದು, ಯಾರ ಪ್ರಾಣಕ್ಕೂ ಅಪಾಯವಿಲ್ಲ ಎಂದು ವೈದ್ಯರು ತಿಳಿಸಿದ್ದಾರೆ.	[210, 458, 282, 467]
bus-headline: ಸರ್ಕಾರಿ ಬಸ್ ಚಾಲಕ, ನಿರ್ವಾಹಕ ಕಿರಿಕ್: ಪ್ರಯಾಣಿಕರ ಪ್ರತಿಭಟನೆ	[442, 344, 590, 365]
section-rule	[124, 340, 594, 341]
market-cell: 20256	[62, 210, 88, 217]
